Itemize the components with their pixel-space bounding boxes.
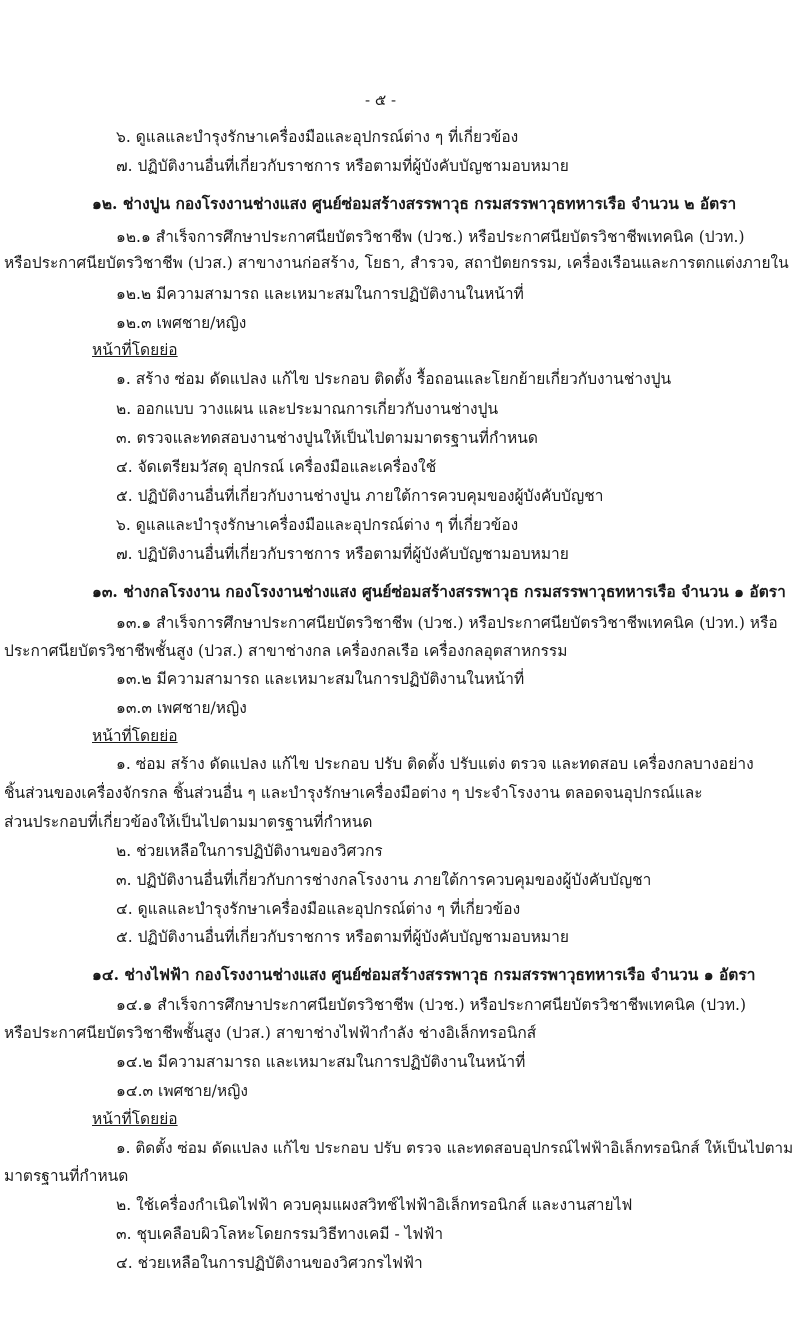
section-12-duty-4: ๔. จัดเตรียมวัสดุ อุปกรณ์ เครื่องมือและเครื่องใช้ <box>116 458 437 476</box>
section-13-duty-3: ๓. ปฏิบัติงานอื่นที่เกี่ยวกับการช่างกลโรงงาน ภายใต้การควบคุมของผู้บังคับบัญชา <box>116 871 652 889</box>
section-13-duty-1: ๑. ซ่อม สร้าง ดัดแปลง แก้ไข ประกอบ ปรับ ติดตั้ง ปรับแต่ง ตรวจ และทดสอบ เครื่องกลบางอย่าง <box>116 755 754 773</box>
section-12-duties-label: หน้าที่โดยย่อ <box>92 341 178 359</box>
section-12-qualification-1-cont: หรือประกาศนียบัตรวิชาชีพ (ปวส.) สาขางานก่อสร้าง, โยธา, สำรวจ, สถาปัตยกรรม, เครื่องเรือนและการตกแต่งภายใน <box>4 254 789 272</box>
section-14-qualification-3: ๑๔.๓ เพศชาย/หญิง <box>116 1082 248 1100</box>
section-14-duty-1: ๑. ติดตั้ง ซ่อม ดัดแปลง แก้ไข ประกอบ ปรับ ตรวจ และทดสอบอุปกรณ์ไฟฟ้าอิเล็กทรอนิกส์ ให้เป็นไปตาม <box>116 1139 794 1157</box>
page-number: - ๕ - <box>365 91 397 109</box>
section-12-duty-6: ๖. ดูแลและบำรุงรักษาเครื่องมือและอุปกรณ์ต่าง ๆ ที่เกี่ยวข้อง <box>116 516 519 534</box>
section-14-qualification-1-cont: หรือประกาศนียบัตรวิชาชีพชั้นสูง (ปวส.) สาขาช่างไฟฟ้ากำลัง ช่างอิเล็กทรอนิกส์ <box>4 1024 537 1042</box>
section-14-duties-label: หน้าที่โดยย่อ <box>92 1110 178 1128</box>
section-13-duties-label: หน้าที่โดยย่อ <box>92 727 178 745</box>
section-13-duty-2: ๒. ช่วยเหลือในการปฏิบัติงานของวิศวกร <box>116 842 383 860</box>
section-13-duty-4: ๔. ดูแลและบำรุงรักษาเครื่องมือและอุปกรณ์ต่าง ๆ ที่เกี่ยวข้อง <box>116 900 521 918</box>
section-13-qualification-3: ๑๓.๓ เพศชาย/หญิง <box>116 699 247 717</box>
section-14-duty-2: ๒. ใช้เครื่องกำเนิดไฟฟ้า ควบคุมแผงสวิทช์ไฟฟ้าอิเล็กทรอนิกส์ และงานสายไฟ <box>116 1196 633 1214</box>
section-13-qualification-1-cont: ประกาศนียบัตรวิชาชีพชั้นสูง (ปวส.) สาขาช่างกล เครื่องกลเรือ เครื่องกลอุตสาหกรรม <box>4 642 568 660</box>
section-14-duty-4: ๔. ช่วยเหลือในการปฏิบัติงานของวิศวกรไฟฟ้า <box>116 1254 423 1272</box>
section-12-qualification-2: ๑๒.๒ มีความสามารถ และเหมาะสมในการปฏิบัติงานในหน้าที่ <box>116 285 524 303</box>
section-12-duty-5: ๕. ปฏิบัติงานอื่นที่เกี่ยวกับงานช่างปูน ภายใต้การควบคุมของผู้บังคับบัญชา <box>116 487 604 505</box>
section-13-qualification-2: ๑๓.๒ มีความสามารถ และเหมาะสมในการปฏิบัติงานในหน้าที่ <box>116 670 525 688</box>
intro-item-7: ๗. ปฏิบัติงานอื่นที่เกี่ยวกับราชการ หรือตามที่ผู้บังคับบัญชามอบหมาย <box>116 157 569 175</box>
section-12-duty-3: ๓. ตรวจและทดสอบงานช่างปูนให้เป็นไปตามมาตรฐานที่กำหนด <box>116 429 538 447</box>
section-12-duty-2: ๒. ออกแบบ วางแผน และประมาณการเกี่ยวกับงานช่างปูน <box>116 400 499 418</box>
section-13-duty-1-cont: ชิ้นส่วนของเครื่องจักรกล ชิ้นส่วนอื่น ๆ และบำรุงรักษาเครื่องมือต่าง ๆ ประจำโรงงาน ตลอดจนอุปกรณ์และ <box>4 784 703 802</box>
section-12-qualification-3: ๑๒.๓ เพศชาย/หญิง <box>116 314 247 332</box>
section-12-heading: ๑๒. ช่างปูน กองโรงงานช่างแสง ศูนย์ซ่อมสร้างสรรพาวุธ กรมสรรพาวุธทหารเรือ จำนวน ๒ อัตรา <box>92 194 737 213</box>
section-12-duty-1: ๑. สร้าง ซ่อม ดัดแปลง แก้ไข ประกอบ ติดตั้ง รื้อถอนและโยกย้ายเกี่ยวกับงานช่างปูน <box>116 370 672 388</box>
section-14-qualification-2: ๑๔.๒ มีความสามารถ และเหมาะสมในการปฏิบัติงานในหน้าที่ <box>116 1053 526 1071</box>
section-13-heading: ๑๓. ช่างกลโรงงาน กองโรงงานช่างแสง ศูนย์ซ่อมสร้างสรรพาวุธ กรมสรรพาวุธทหารเรือ จำนวน ๑ อัตรา <box>92 582 786 601</box>
section-14-duty-3: ๓. ชุบเคลือบผิวโลหะโดยกรรมวิธีทางเคมี - ไฟฟ้า <box>116 1225 444 1243</box>
section-12-duty-7: ๗. ปฏิบัติงานอื่นที่เกี่ยวกับราชการ หรือตามที่ผู้บังคับบัญชามอบหมาย <box>116 545 569 563</box>
section-14-qualification-1: ๑๔.๑ สำเร็จการศึกษาประกาศนียบัตรวิชาชีพ (ปวช.) หรือประกาศนียบัตรวิชาชีพเทคนิค (ปวท.) <box>116 996 747 1014</box>
section-13-qualification-1: ๑๓.๑ สำเร็จการศึกษาประกาศนียบัตรวิชาชีพ (ปวช.) หรือประกาศนียบัตรวิชาชีพเทคนิค (ปวท.) หรือ <box>116 614 778 632</box>
section-13-duty-1-cont2: ส่วนประกอบที่เกี่ยวข้องให้เป็นไปตามมาตรฐานที่กำหนด <box>4 813 373 831</box>
section-14-duty-1-cont: มาตรฐานที่กำหนด <box>4 1167 129 1185</box>
section-12-qualification-1: ๑๒.๑ สำเร็จการศึกษาประกาศนียบัตรวิชาชีพ (ปวช.) หรือประกาศนียบัตรวิชาชีพเทคนิค (ปวท.) <box>116 228 745 246</box>
section-13-duty-5: ๕. ปฏิบัติงานอื่นที่เกี่ยวกับราชการ หรือตามที่ผู้บังคับบัญชามอบหมาย <box>116 928 569 946</box>
section-14-heading: ๑๔. ช่างไฟฟ้า กองโรงงานช่างแสง ศูนย์ซ่อมสร้างสรรพาวุธ กรมสรรพาวุธทหารเรือ จำนวน ๑ อัตรา <box>92 965 756 984</box>
intro-item-6: ๖. ดูแลและบำรุงรักษาเครื่องมือและอุปกรณ์ต่าง ๆ ที่เกี่ยวข้อง <box>116 128 519 146</box>
